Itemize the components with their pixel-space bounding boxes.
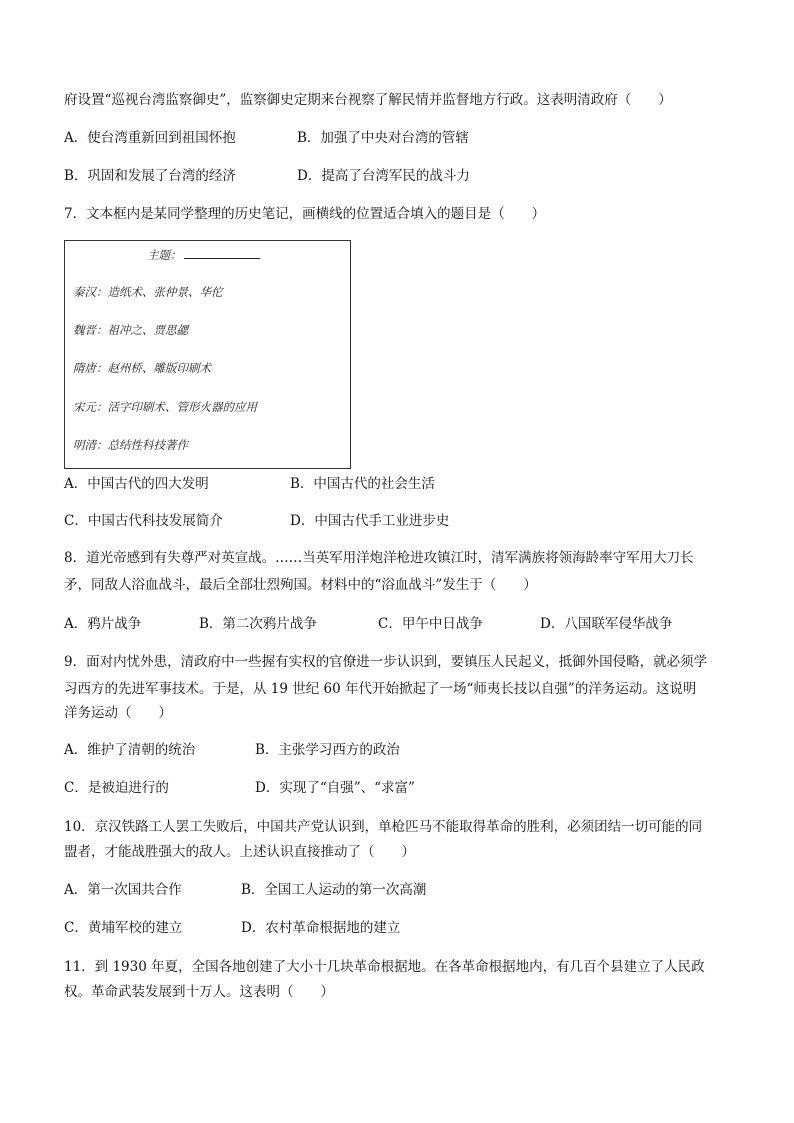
question-7-stem: 7．文本框内是某同学整理的历史笔记，画横线的位置适合填入的题目是（ ） [64,206,546,222]
q10-option-b: B．全国工人运动的第一次高潮 [241,882,427,898]
q6-option-c: B．巩固和发展了台湾的经济 [64,168,236,184]
notes-title-label: 主题： [147,248,182,262]
notes-title [147,246,260,263]
notes-row-suitang: 隋唐：赵州桥、雕版印刷术 [73,361,211,375]
q9-option-b: B．主张学习西方的政治 [255,742,400,758]
q7-option-b: B．中国古代的社会生活 [290,476,435,492]
q7-option-a: A．中国古代的四大发明 [64,476,209,492]
notes-row-weijin: 魏晋：祖冲之、贾思勰 [73,323,188,337]
notes-row-mingqing: 明清：总结性科技著作 [73,438,188,452]
question-11-stem-line-2: 权。革命武装发展到十万人。这表明（ ） [64,984,334,1000]
question-8-stem-line-1: 8．道光帝感到有失尊严对英宣战。……当英军用洋炮洋枪进攻镇江时，清军满族将领海龄率守军用大刀长 [64,550,694,566]
q6-option-b: B．加强了中央对台湾的管辖 [297,130,469,146]
question-9-stem-line-2: 习西方的先进军事技术。于是，从 19 世纪 60 年代开始掀起了一场“师夷长技以自强”的洋务运动。这说明 [64,681,697,697]
question-11-stem-line-1: 11．到 1930 年夏，全国各地创建了大小十几块革命根据地。在各革命根据地内，有几百个县建立了人民政 [64,959,705,975]
question-6-stem: 府设置“巡视台湾监察御史”，监察御史定期来台视察了解民情并监督地方行政。这表明清政府（ ） [64,92,672,108]
notes-row-qinhan: 秦汉：造纸术、张仲景、华佗 [73,285,223,299]
q6-option-d: D．提高了台湾军民的战斗力 [297,168,470,184]
q8-option-b: B．第二次鸦片战争 [199,616,317,632]
q10-option-a: A．第一次国共合作 [64,882,182,898]
notes-row-songyuan: 宋元：活字印刷术、管形火器的应用 [73,400,257,414]
q9-option-d: D．实现了“自强”、“求富” [255,780,415,796]
question-9-stem-line-3: 洋务运动（ ） [64,705,172,721]
title-blank-line [184,246,260,259]
question-8-stem-line-2: 矛，同敌人浴血战斗，最后全部壮烈殉国。材料中的“浴血战斗”发生于（ ） [64,577,537,593]
history-notes-box [64,240,351,469]
q8-option-a: A．鸦片战争 [64,616,142,632]
q7-option-c: C．中国古代科技发展简介 [64,513,223,529]
q6-option-a: A．使台湾重新回到祖国怀抱 [64,130,236,146]
q9-option-a: A．维护了清朝的统治 [64,742,196,758]
q8-option-c: C．甲午中日战争 [378,616,483,632]
q9-option-c: C．是被迫进行的 [64,780,169,796]
question-9-stem-line-1: 9．面对内忧外患，清政府中一些握有实权的官僚进一步认识到，要镇压人民起义，抵御外国侵略，就必须学 [64,654,708,670]
q10-option-c: C．黄埔军校的建立 [64,920,183,936]
q8-option-d: D．八国联军侵华战争 [540,616,673,632]
q7-option-d: D．中国古代手工业进步史 [290,513,450,529]
question-10-stem-line-1: 10．京汉铁路工人罢工失败后，中国共产党认识到，单枪匹马不能取得革命的胜利，必须团结一切可能的同 [64,819,703,835]
question-10-stem-line-2: 盟者，才能战胜强大的敌人。上述认识直接推动了（ ） [64,844,415,860]
q10-option-d: D．农村革命根据地的建立 [241,920,401,936]
